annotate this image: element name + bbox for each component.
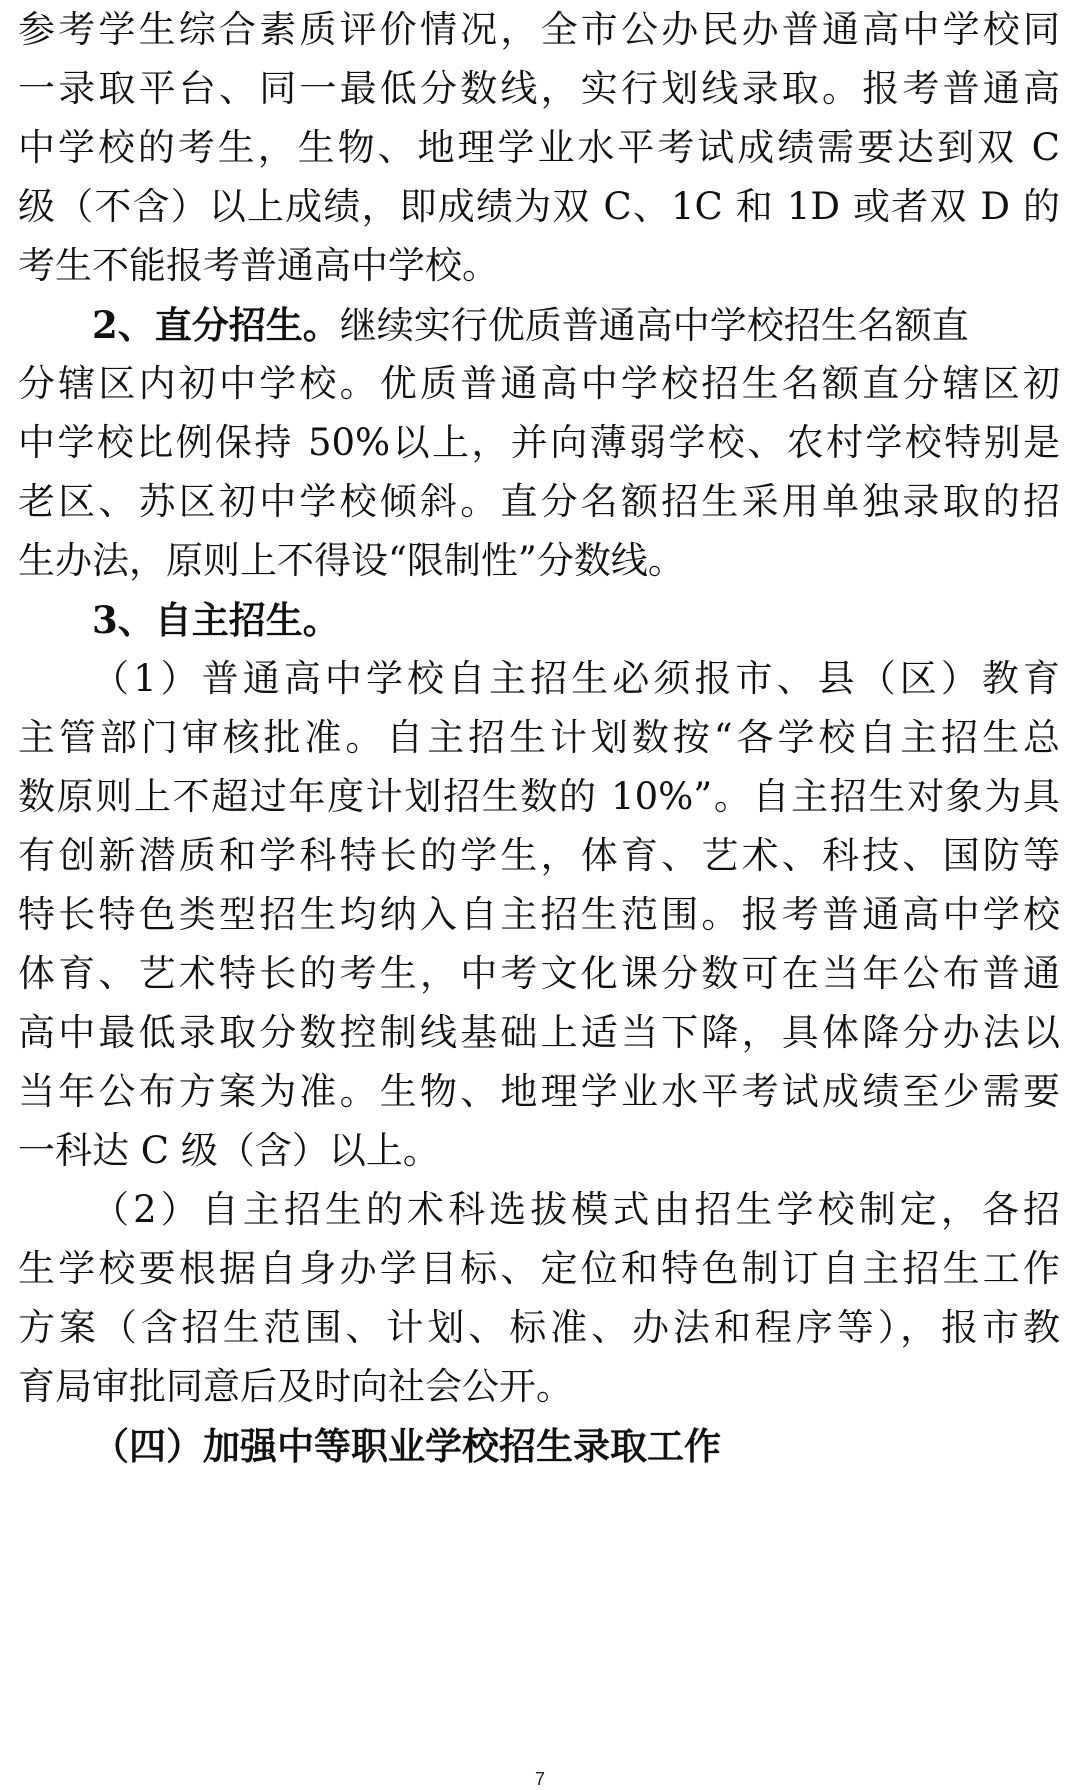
body-line <box>0 826 1080 886</box>
body-line <box>0 1003 1080 1063</box>
line-text: 参考学生综合素质评价情况，全市公办民办普通高中学校同 <box>18 8 1060 51</box>
body-line <box>0 1121 1080 1181</box>
line-text: 育局审批同意后及时向社会公开。 <box>18 1365 573 1408</box>
line-text: 主管部门审核批准。自主招生计划数按“各学校自主招生总 <box>18 716 1060 759</box>
section-heading-vocational-schools: （四）加强中等职业学校招生录取工作 <box>92 1424 721 1468</box>
body-line <box>0 472 1080 532</box>
body-line <box>0 118 1080 178</box>
line-text: 数原则上不超过年度计划招生数的 10%”。自主招生对象为具 <box>18 775 1060 818</box>
body-line <box>0 413 1080 473</box>
body-line <box>0 177 1080 237</box>
section-2-line <box>0 295 1080 355</box>
body-line <box>0 1180 1080 1240</box>
body-line <box>0 1357 1080 1417</box>
page-number: 7 <box>534 1769 545 1789</box>
body-line <box>0 649 1080 709</box>
body-line <box>0 1298 1080 1358</box>
line-text: 生办法，原则上不得设“限制性”分数线。 <box>18 539 685 582</box>
section-heading-self-enrollment: 3、自主招生。 <box>92 598 340 642</box>
line-text: （1）普通高中学校自主招生必须报市、县（区）教育 <box>92 657 1060 700</box>
line-text: （2）自主招生的术科选拔模式由招生学校制定，各招 <box>92 1188 1060 1231</box>
body-line <box>0 354 1080 414</box>
line-text: 体育、艺术特长的考生，中考文化课分数可在当年公布普通 <box>18 952 1060 995</box>
body-line <box>0 236 1080 296</box>
body-line <box>0 767 1080 827</box>
body-line <box>0 1062 1080 1122</box>
line-text: 一录取平台、同一最低分数线，实行划线录取。报考普通高 <box>18 67 1060 110</box>
body-line <box>0 708 1080 768</box>
body-line <box>0 944 1080 1004</box>
line-text: 考生不能报考普通高中学校。 <box>18 244 499 287</box>
line-text: 中学校的考生，生物、地理学业水平考试成绩需要达到双 C <box>18 126 1060 169</box>
body-line <box>0 0 1080 60</box>
line-text: 有创新潜质和学科特长的学生，体育、艺术、科技、国防等 <box>18 834 1060 877</box>
line-text: 生学校要根据自身办学目标、定位和特色制订自主招生工作 <box>18 1247 1060 1290</box>
body-line <box>0 1239 1080 1299</box>
line-text: 当年公布方案为准。生物、地理学业水平考试成绩至少需要 <box>18 1070 1060 1113</box>
line-text: 级（不含）以上成绩，即成绩为双 C、1C 和 1D 或者双 D 的 <box>18 185 1060 228</box>
section-4-heading <box>0 1416 1080 1476</box>
section-3-heading <box>0 590 1080 650</box>
line-text: 中学校比例保持 50%以上，并向薄弱学校、农村学校特别是 <box>18 421 1060 464</box>
section-heading-direct-enrollment: 2、直分招生。 <box>92 303 340 347</box>
line-text: 一科达 C 级（含）以上。 <box>18 1129 440 1172</box>
body-line <box>0 531 1080 591</box>
line-text: 方案（含招生范围、计划、标准、办法和程序等），报市教 <box>18 1306 1060 1349</box>
line-text: 继续实行优质普通高中学校招生名额直 <box>339 304 969 347</box>
line-text: 特长特色类型招生均纳入自主招生范围。报考普通高中学校 <box>18 893 1060 936</box>
line-text: 分辖区内初中学校。优质普通高中学校招生名额直分辖区初 <box>18 362 1060 405</box>
line-text: 老区、苏区初中学校倾斜。直分名额招生采用单独录取的招 <box>18 480 1060 523</box>
body-line <box>0 59 1080 119</box>
body-line <box>0 885 1080 945</box>
line-text: 高中最低录取分数控制线基础上适当下降，具体降分办法以 <box>18 1011 1060 1054</box>
